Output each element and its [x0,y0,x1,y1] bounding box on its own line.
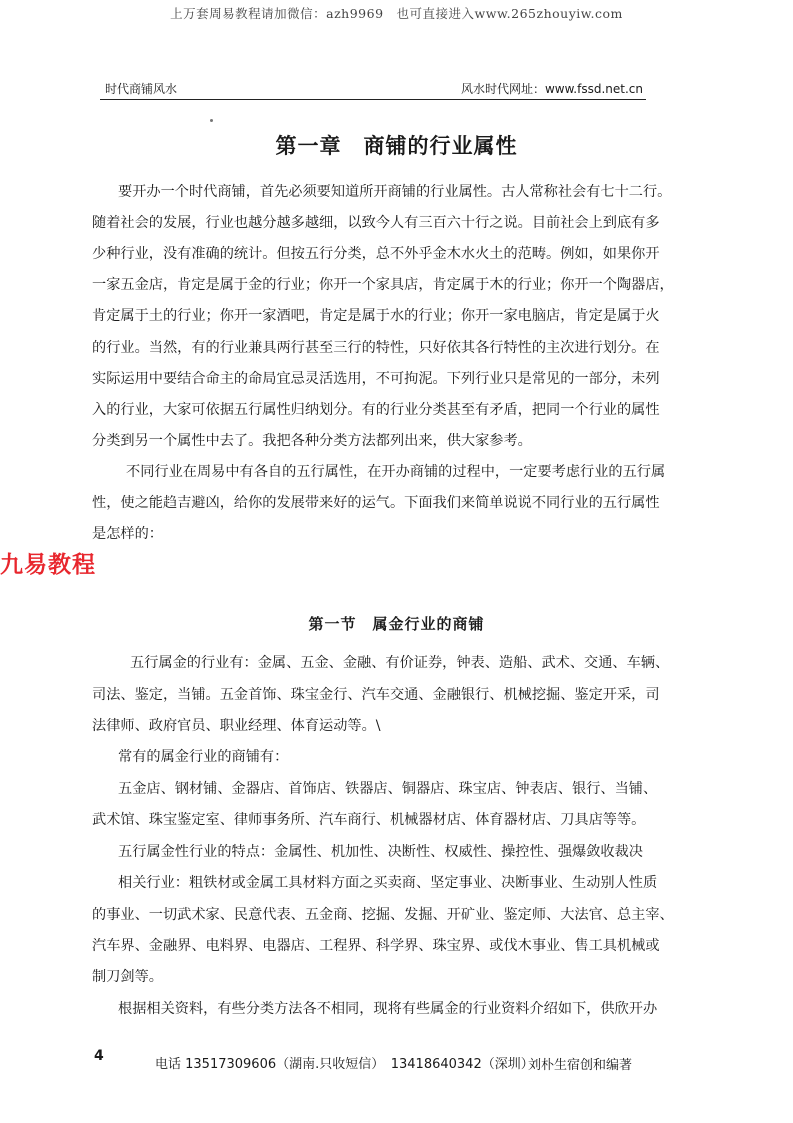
page-number: 4 [94,1048,104,1064]
intro-line: 随着社会的发展，行业也越分越多越细，以致今人有三百六十行之说。目前社会上到底有多 [92,215,660,231]
metal-line: 相关行业：粗铁材或金属工具材料方面之买卖商、坚定事业、决断事业、生动别人性质 [118,875,658,891]
intro-line: 的行业。当然，有的行业兼具两行甚至三行的特性，只好依其各行特性的主次进行划分。在 [92,340,660,356]
section-title: 第一节 属金行业的商铺 [308,615,485,633]
metal-line: 司法、鉴定，当铺。五金首饰、珠宝金行、汽车交通、金融银行、机械挖掘、鉴定开采，司 [92,687,660,703]
intro-line: 不同行业在周易中有各自的五行属性，在开办商铺的过程中，一定要考虑行业的五行属 [126,464,666,480]
metal-line: 五行属金的行业有：金属、五金、金融、有价证券，钟表、造船、武术、交通、车辆、 [130,655,670,671]
intro-line: 少种行业，没有准确的统计。但按五行分类，总不外乎金木水火土的范畴。例如，如果你开 [92,246,660,262]
metal-line: 常有的属金行业的商铺有： [118,749,289,765]
header-rule [100,99,646,100]
footer-contact: 电话 13517309606（湖南.只收短信） 13418640342（深圳） [155,1057,534,1072]
intro-line: 是怎样的： [92,526,163,542]
intro-line: 性，使之能趋吉避凶，给你的发展带来好的运气。下面我们来简单说说不同行业的五行属性 [92,495,660,511]
metal-line: 的事业、一切武术家、民意代表、五金商、挖掘、发掘、开矿业、鉴定师、大法官、总主宰、 [92,907,674,923]
intro-line: 分类到另一个属性中去了。我把各种分类方法都列出来，供大家参考。 [92,433,532,449]
metal-line: 法律师、政府官员、职业经理、体育运动等。\ [92,718,381,734]
intro-line: 要开办一个时代商铺，首先必须要知道所开商铺的行业属性。古人常称社会有七十二行。 [118,184,672,200]
footer-author: 刘朴生宿创和编著 [528,1058,633,1073]
intro-line: 入的行业，大家可依据五行属性归纳划分。有的行业分类甚至有矛盾，把同一个行业的属性 [92,402,660,418]
metal-line: 五行属金性行业的特点：金属性、机加性、决断性、权威性、操控性、强爆敛收裁决 [118,844,643,860]
intro-line: 一家五金店，肯定是属于金的行业；你开一个家具店，肯定属于木的行业；你开一个陶器店， [92,277,674,293]
header-website: 风水时代网址：www.fssd.net.cn [460,82,643,96]
metal-line: 汽车界、金融界、电料界、电器店、工程界、科学界、珠宝界、或伐木事业、售工具机械或 [92,938,660,954]
intro-line: 肯定属于土的行业；你开一家酒吧，肯定是属于水的行业；你开一家电脑店，肯定是属于火 [92,308,660,324]
metal-line: 制刀剑等。 [92,969,163,985]
header-book-title: 时代商铺风水 [105,82,178,96]
metal-line: 武术馆、珠宝鉴定室、律师事务所、汽车商行、机械器材店、体育器材店、刀具店等等。 [92,812,646,828]
top-banner: 上万套周易教程请加微信：azh9969 也可直接进入www.265zhouyiw.com [170,6,623,21]
metal-line: 根据相关资料，有些分类方法各不相同，现将有些属金的行业资料介绍如下，供欣开办 [118,1001,658,1017]
watermark-logo: 九易教程 [0,552,96,578]
scan-speck [210,119,213,122]
chapter-title: 第一章 商铺的行业属性 [275,134,518,158]
metal-line: 五金店、钢材铺、金器店、首饰店、铁器店、铜器店、珠宝店、钟表店、银行、当铺、 [118,781,658,797]
intro-line: 实际运用中要结合命主的命局宜忌灵活选用，不可拘泥。下列行业只是常见的一部分，未列 [92,371,660,387]
